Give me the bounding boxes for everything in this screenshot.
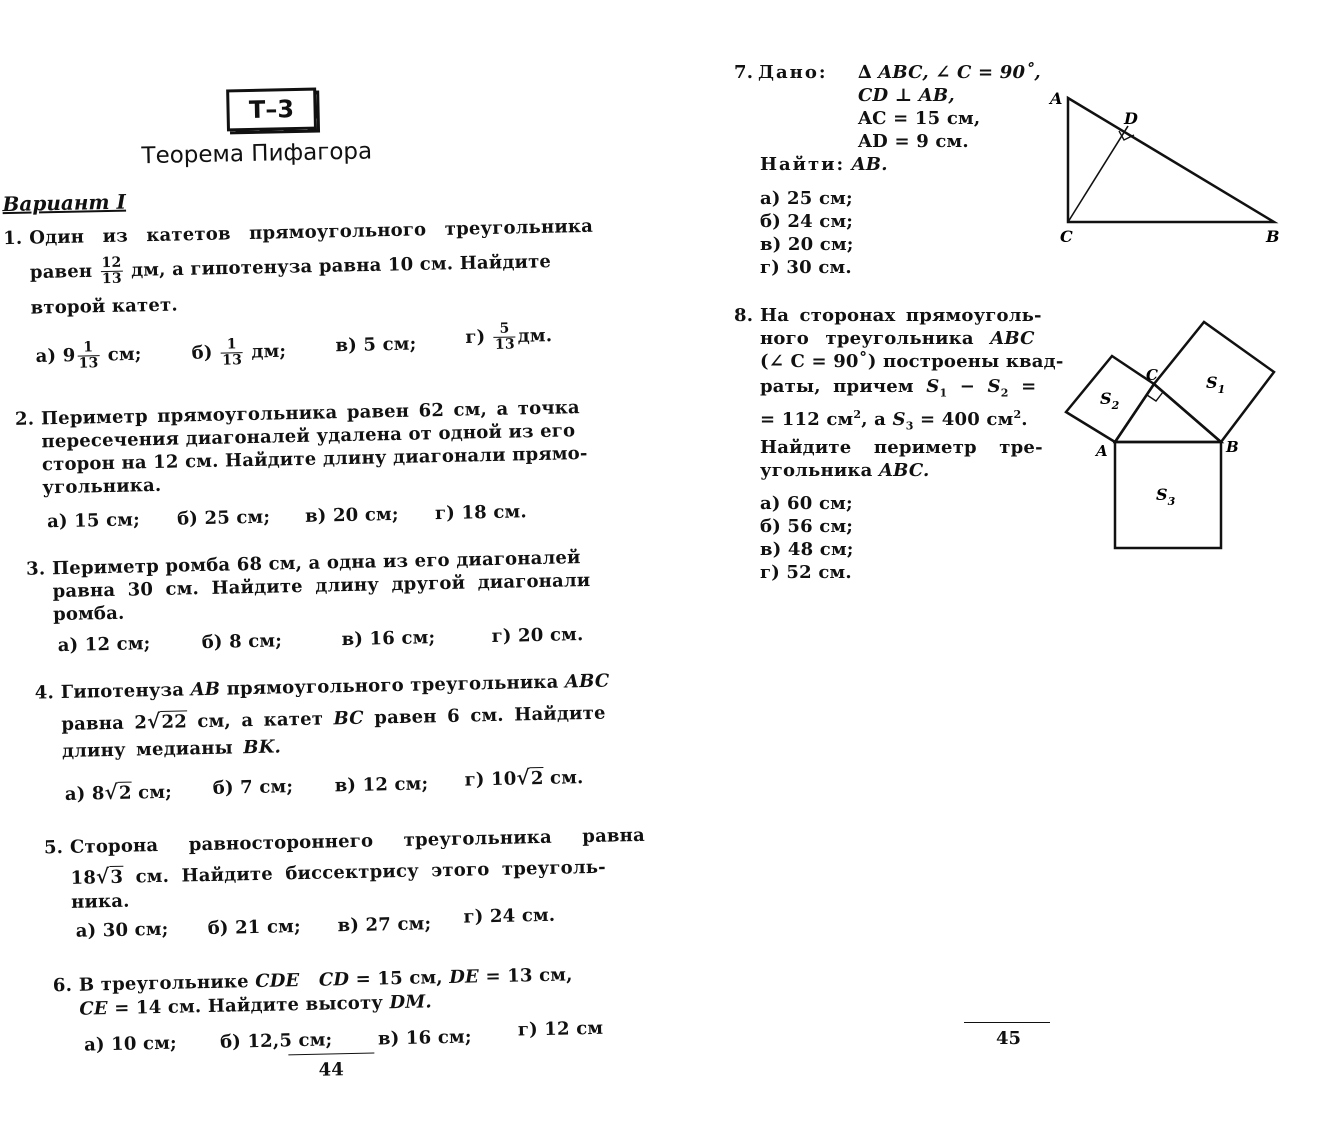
- given-label: Дано:: [758, 62, 828, 83]
- answer-b: б) 8 см;: [201, 630, 283, 654]
- left-page: [0, 0, 652, 1128]
- answer-b: б) 24 см;: [760, 211, 854, 232]
- vertex-label-d: D: [1124, 109, 1138, 128]
- answer-d: г) $\frac{5}{13}$ дм.: [465, 320, 553, 353]
- find-line: Найти: AB.: [760, 154, 888, 175]
- answer-d: г) 18 см.: [434, 501, 528, 525]
- question-text: В треугольнике CDE CD = 15 см, DE = 13 см,: [78, 964, 573, 996]
- answer-a: а) 60 см;: [760, 493, 853, 514]
- answer-c: в) 16 см;: [341, 627, 436, 651]
- answer-a: а) 30 см;: [75, 918, 169, 942]
- given-line: CD ⊥ AB,: [858, 85, 955, 106]
- page-title: Теорема Пифагора: [141, 138, 373, 170]
- answer-c: в) 16 см;: [377, 1026, 472, 1050]
- vertex-label-a: A: [1096, 442, 1108, 460]
- right-page: [660, 0, 1329, 1122]
- question-text: ромба.: [52, 602, 125, 626]
- triangle-figure: [1040, 84, 1280, 254]
- answer-d: г) 30 см.: [760, 257, 852, 278]
- question-text: угольника.: [42, 474, 162, 499]
- question-text: Периметр ромба 68 см, а одна из его диагоналей: [51, 547, 581, 580]
- question-text: Сторона равностороннего треугольника равна: [69, 824, 646, 858]
- question-text: На сторонах прямоуголь-: [760, 305, 1042, 326]
- question-text: Один из катетов прямоугольного треугольника: [28, 215, 594, 249]
- answer-b: б) 7 см;: [212, 776, 294, 799]
- question-text: (∠ C = 90˚) построены квад-: [760, 351, 1064, 372]
- vertex-label-c: C: [1146, 366, 1158, 384]
- answer-a: а) 12 см;: [57, 633, 151, 657]
- answer-d: г) 52 см.: [760, 562, 852, 583]
- variant-heading: Вариант I: [2, 189, 127, 217]
- question-text: Периметр прямоугольника равен 62 см, а точка: [40, 397, 581, 430]
- answer-a: а) 15 см;: [46, 509, 141, 533]
- question-text: раты, причем $S_1 - S_2$ =: [760, 376, 1037, 400]
- answer-c: в) 5 см;: [335, 333, 417, 357]
- given-line: AD = 9 см.: [858, 131, 969, 152]
- question-text: сторон на 12 см. Найдите длину диагонали прямо-: [41, 442, 588, 476]
- test-badge: Т–3: [226, 88, 317, 132]
- question-text: 18√3 см. Найдите биссектрису этого треуголь-: [70, 856, 607, 889]
- page-number: 45: [996, 1028, 1022, 1049]
- pythagoras-squares-figure: [1060, 316, 1300, 556]
- vertex-label-c: C: [1060, 227, 1073, 246]
- triangle-abc: [1068, 98, 1274, 222]
- answer-b: б) 56 см;: [760, 516, 854, 537]
- question-text: ника.: [70, 890, 130, 913]
- question-number: 2.: [14, 408, 35, 430]
- question-text: равен $\frac{12}{13}$ дм, а гипотенуза равна 10 см. Найдите: [29, 251, 552, 288]
- answer-b: б) 21 см;: [207, 916, 302, 940]
- question-text: второй катет.: [30, 294, 179, 319]
- answer-c: в) 20 см;: [760, 234, 854, 255]
- question-number: 1.: [2, 227, 23, 250]
- square-label-s1: $S_1$: [1206, 373, 1226, 396]
- answer-d: г) 12 см: [517, 1017, 604, 1041]
- answer-c: в) 12 см;: [334, 773, 429, 797]
- question-number: 5.: [43, 837, 64, 859]
- question-text: длину медианы BK.: [61, 736, 282, 763]
- page-rule: [288, 1053, 374, 1056]
- answer-a: а) 10 см;: [83, 1032, 178, 1056]
- answer-c: в) 48 см;: [760, 539, 854, 560]
- question-text: Найдите периметр тре-: [760, 437, 1043, 458]
- question-text: равна 30 см. Найдите длину другой диагонали: [52, 569, 591, 603]
- triangle-abc: [1115, 384, 1221, 442]
- question-text: угольника ABC.: [760, 460, 930, 481]
- answer-b: б) 12,5 см;: [219, 1029, 333, 1053]
- question-text: ного треугольника ABC: [760, 328, 1035, 349]
- question-text: Гипотенуза AB прямоугольного треугольника ABC: [60, 670, 610, 704]
- question-number: 4.: [34, 682, 55, 704]
- question-number: 6.: [52, 974, 73, 997]
- answer-d: г) 20 см.: [491, 624, 584, 648]
- question-text: равна 2√22 см, а катет BC равен 6 см. Найдите: [61, 702, 606, 736]
- question-number: 3.: [25, 558, 46, 580]
- question-text: пересечения диагоналей удалена от одной из его: [41, 420, 576, 453]
- question-number: 8.: [734, 305, 754, 326]
- given-line: ∆ ABC, ∠ C = 90˚,: [858, 62, 1041, 83]
- page-rule: [964, 1022, 1050, 1023]
- page-number: 44: [318, 1059, 344, 1081]
- square-label-s2: $S_2$: [1100, 389, 1120, 412]
- answer-b: б) $\frac{1}{13}$ дм;: [191, 336, 287, 369]
- answer-d: г) 24 см.: [463, 904, 556, 928]
- square-label-s3: $S_3$: [1156, 485, 1176, 508]
- right-angle-mark: [1147, 392, 1163, 401]
- question-text: CE = 14 см. Найдите высоту DM.: [79, 991, 433, 1020]
- answer-a: а) 9 $\frac{1}{13}$ см;: [35, 339, 142, 372]
- question-number: 7.: [734, 62, 754, 83]
- vertex-label-b: B: [1226, 438, 1239, 456]
- answer-b: б) 25 см;: [176, 506, 271, 530]
- answer-d: г) 10√2 см.: [464, 765, 584, 791]
- answer-c: в) 20 см;: [304, 503, 399, 527]
- question-text: = 112 $см^2$, а $S_3 = 400$ $см^2$.: [760, 408, 1028, 433]
- answer-a: а) 25 см;: [760, 188, 853, 209]
- altitude-cd: [1068, 126, 1128, 222]
- vertex-label-b: B: [1266, 227, 1280, 246]
- vertex-label-a: A: [1050, 89, 1063, 108]
- answer-a: а) 8√2 см;: [64, 779, 173, 805]
- given-line: AC = 15 см,: [858, 108, 981, 129]
- answer-c: в) 27 см;: [337, 913, 432, 937]
